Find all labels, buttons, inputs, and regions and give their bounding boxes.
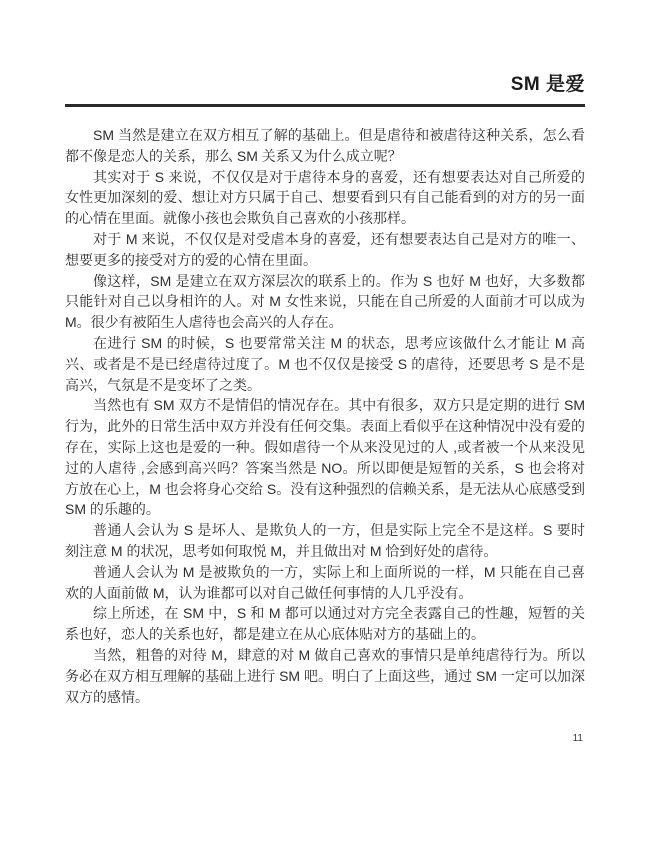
body-text	[65, 125, 585, 707]
paragraph: SM 当然是建立在双方相互了解的基础上。但是虐待和被虐待这种关系，怎么看都不像是恋人的关系，那么 SM 关系又为什么成立呢？	[65, 127, 585, 164]
page-title: SM 是爱	[510, 74, 585, 95]
page-content	[65, 0, 585, 707]
paragraph: 当然也有 SM 双方不是情侣的情况存在。其中有很多，双方只是定期的进行 SM 行为，此外的日常生活中双方并没有任何交集。表面上看似乎在这种情况中没有爱的存在，实际上这也是爱的一种。假如虐待一个从来没见过的人 ,或者被一个从来没见过的人虐待 ,会感到高兴吗？答案当然是 NO。所以即便是短暂的关系，S 也会将对方放在心上，M 也会将身心交给 S。没有这种强烈的信赖关系，是无法从心底感受到 SM 的乐趣的。	[65, 397, 585, 518]
paragraph: 在进行 SM 的时候，S 也要常常关注 M 的状态，思考应该做什么才能让 M 高兴、或者是不是已经虐待过度了。M 也不仅仅是接受 S 的虐待，还要思考 S 是不是高兴，气氛是不是变坏了之类。	[65, 334, 585, 393]
paragraph: 像这样，SM 是建立在双方深层次的联系上的。作为 S 也好 M 也好，大多数都只能针对自己以身相许的人。对 M 女性来说，只能在自己所爱的人面前才可以成为 M。很少有被陌生人虐待也会高兴的人存在。	[65, 272, 585, 331]
paragraph: 综上所述，在 SM 中，S 和 M 都可以通过对方完全表露自己的性趣，短暂的关系也好，恋人的关系也好，都是建立在从心底体贴对方的基础上的。	[65, 605, 585, 643]
paragraph: 普通人会认为 S 是坏人、是欺负人的一方，但是实际上完全不是这样。S 要时刻注意 M 的状况，思考如何取悦 M，并且做出对 M 恰到好处的虐待。	[65, 522, 585, 559]
title-divider	[65, 104, 585, 107]
page-number: 11	[572, 733, 583, 744]
paragraph: 对于 M 来说，不仅仅是对受虐本身的喜爱，还有想要表达自己是对方的唯一、想要更多的接受对方的爱的心情在里面。	[65, 230, 585, 268]
paragraph: 普通人会认为 M 是被欺负的一方，实际上和上面所说的一样，M 只能在自己喜欢的人面前做 M，认为谁都可以对自己做任何事情的人几乎没有。	[65, 563, 585, 601]
paragraph: 其实对于 S 来说，不仅仅是对于虐待本身的喜爱，还有想要表达对自己所爱的女性更加深刻的爱、想让对方只属于自己、想要看到只有自己能看到的对方的另一面的心情在里面。就像小孩也会欺负自己喜欢的小孩那样。	[65, 168, 585, 227]
paragraph: 当然，粗鲁的对待 M，肆意的对 M 做自己喜欢的事情只是单纯虐待行为。所以务必在双方相互理解的基础上进行 SM 吧。明白了上面这些，通过 SM 一定可以加深双方的感情。	[65, 646, 585, 705]
